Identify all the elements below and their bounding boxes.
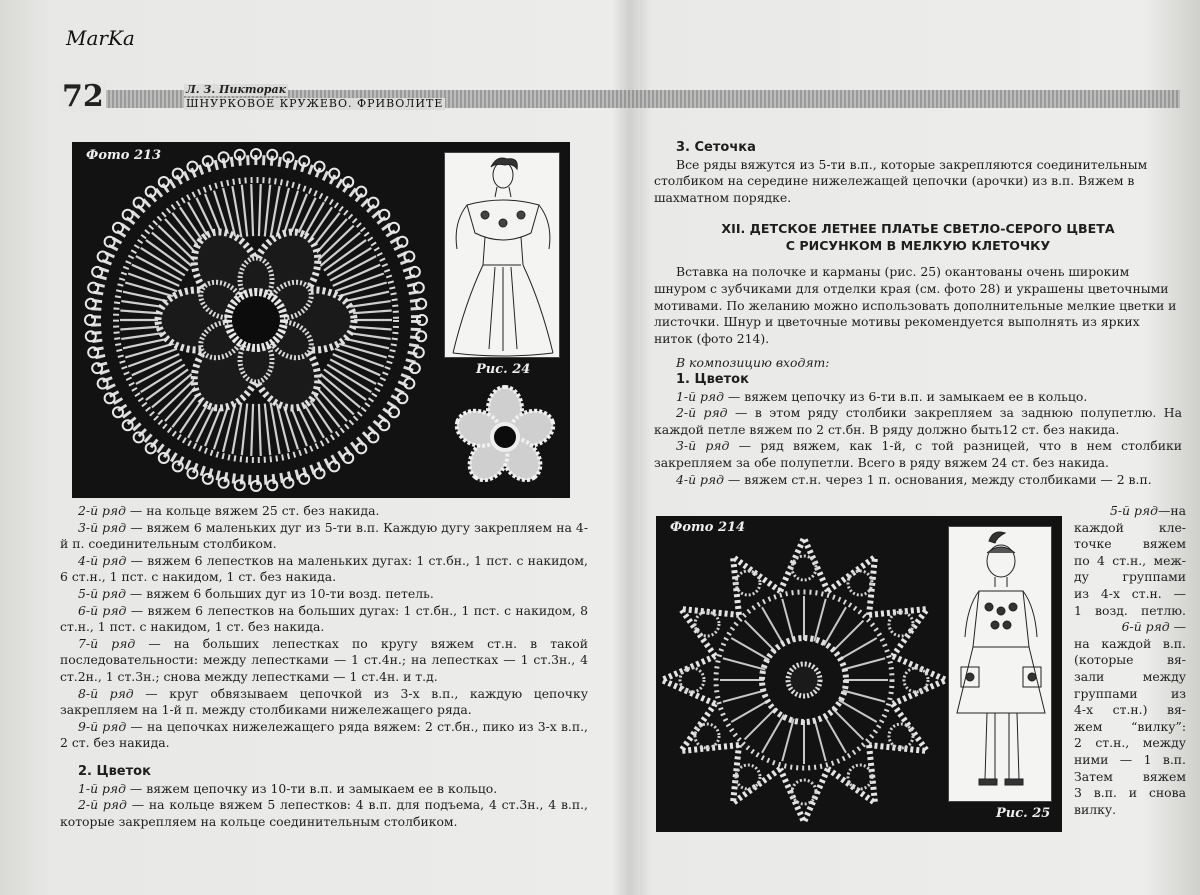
book-title: ШНУРКОВОЕ КРУЖЕВО. ФРИВОЛИТЕ bbox=[186, 97, 444, 110]
row-label: 1-й ряд bbox=[78, 780, 126, 796]
row-label: 2-й ряд bbox=[676, 405, 728, 421]
instruction-row bbox=[60, 553, 588, 586]
row-text: из 4-х ст.н. — bbox=[1074, 585, 1186, 601]
left-column-text bbox=[60, 503, 588, 830]
row-text: — bbox=[1169, 619, 1186, 635]
instruction-row bbox=[60, 797, 588, 830]
instruction-row bbox=[60, 603, 588, 636]
narrow-text-line bbox=[1074, 503, 1186, 520]
row-text: — вяжем цепочку из 6-ти в.п. и замыкаем ее в кольцо. bbox=[723, 388, 1088, 404]
instruction-row bbox=[60, 636, 588, 686]
chapter-title-line-1: XII. ДЕТСКОЕ ЛЕТНЕЕ ПЛАТЬЕ СВЕТЛО-СЕРОГО ЦВЕТА bbox=[721, 221, 1115, 237]
row-text: — вяжем 6 маленьких дуг из 5-ти в.п. Каждую дугу закрепляем на 4-й п. соединительным столбиком. bbox=[60, 519, 589, 552]
row-label: 6-й ряд bbox=[1121, 619, 1170, 635]
row-label: 5-й ряд bbox=[1109, 503, 1158, 518]
right-column-text bbox=[654, 140, 1182, 488]
instruction-row bbox=[60, 520, 588, 553]
narrow-text-line bbox=[1074, 752, 1186, 769]
row-text: — вяжем цепочку из 10-ти в.п. и замыкаем ее в кольцо. bbox=[125, 780, 498, 796]
narrow-text-line bbox=[1074, 702, 1186, 719]
instruction-row bbox=[654, 472, 1182, 489]
page-number: 72 bbox=[62, 79, 104, 114]
instruction-row bbox=[60, 686, 588, 719]
row-label: 5-й ряд bbox=[78, 585, 126, 601]
instruction-row bbox=[60, 503, 588, 520]
narrow-text-line bbox=[1074, 603, 1186, 620]
section-3-title: 3. Сеточка bbox=[676, 140, 756, 155]
instruction-row bbox=[654, 389, 1182, 406]
narrow-text-line bbox=[1074, 536, 1186, 553]
star-doily-image bbox=[656, 516, 952, 832]
row-text: — на кольце вяжем 25 ст. без накида. bbox=[125, 503, 380, 518]
instruction-row bbox=[60, 719, 588, 752]
row-label: 4-й ряд bbox=[676, 471, 724, 487]
section-2-row-list bbox=[60, 781, 588, 831]
narrow-text-line bbox=[1074, 586, 1186, 603]
row-label: 3-й ряд bbox=[78, 519, 127, 535]
chapter-intro: Вставка на полочке и карманы (рис. 25) окантованы очень широким шнуром с зубчиками для отделки края (см. фото 28) и украшены цветочными мотивами. По желанию можно использовать дополнительные мелкие цветки и листочки. Шнур и цветочные мотивы рекомендуется выполнять из ярких ниток (фото 214). bbox=[654, 264, 1177, 346]
row-text: точке вяжем bbox=[1074, 536, 1186, 552]
chapter-title-line-2: С РИСУНКОМ В МЕЛКУЮ КЛЕТОЧКУ bbox=[785, 238, 1051, 254]
row-text: — в этом ряду столбики закрепляем за заднюю полупетлю. На каждой петле вяжем по 2 ст.бн. В ряду должно быть12 ст. без накида. bbox=[654, 405, 1182, 437]
row-text: зали между bbox=[1074, 668, 1186, 684]
small-flower-motif-image bbox=[450, 384, 560, 490]
narrow-text-line bbox=[1074, 769, 1186, 786]
row-label: 7-й ряд bbox=[78, 635, 136, 651]
watermark-text: MarKa bbox=[66, 26, 135, 50]
narrow-text-line bbox=[1074, 802, 1186, 819]
narrow-text-line bbox=[1074, 686, 1186, 703]
narrow-text-line bbox=[1074, 785, 1186, 802]
narrow-text-column bbox=[1074, 503, 1186, 818]
row-text: — ряд вяжем, как 1-й, с той разницей, что в нем столбики закрепляем за обе полупетли. Всего в ряду вяжем 24 ст. без накида. bbox=[654, 438, 1183, 470]
narrow-text-line bbox=[1074, 735, 1186, 752]
round-doily-image bbox=[72, 142, 442, 498]
row-text: вилку. bbox=[1074, 801, 1117, 817]
instruction-row bbox=[60, 781, 588, 798]
row-label: 4-й ряд bbox=[78, 552, 127, 568]
row-text: — на больших лепестках по кругу вяжем ст.н. в такой последовательности: между лепестками — 1 ст.4н.; на лепестках — 1 ст.3н., 4 ст.2н., 1 ст.3н.; снова между лепестками — 1 ст.4н. и т.д. bbox=[60, 635, 589, 684]
figure-25-girl-dress-sketch bbox=[948, 526, 1052, 802]
narrow-text-line bbox=[1074, 652, 1186, 669]
page-gutter bbox=[612, 0, 652, 895]
row-label: 8-й ряд bbox=[78, 685, 134, 701]
row-label: 9-й ряд bbox=[78, 718, 127, 734]
row-text: 1 возд. петлю. bbox=[1074, 602, 1186, 618]
narrow-text-line bbox=[1074, 619, 1186, 636]
girl-dress-sketch-drawing bbox=[949, 527, 1053, 803]
row-text: по 4 ст.н., меж- bbox=[1074, 552, 1186, 568]
row-text: жем “вилку”: bbox=[1074, 718, 1186, 734]
instruction-row bbox=[654, 405, 1182, 438]
row-text: 3 в.п. и снова bbox=[1074, 785, 1186, 801]
row-label: 2-й ряд bbox=[78, 503, 126, 518]
row-text: — на цепочках нижележащего ряда вяжем: 2 ст.бн., пико из 3-х в.п., 2 ст. без накида. bbox=[60, 718, 588, 751]
row-label: 3-й ряд bbox=[676, 438, 730, 454]
narrow-text-line bbox=[1074, 669, 1186, 686]
narrow-text-line bbox=[1074, 719, 1186, 736]
row-label: 2-й ряд bbox=[78, 797, 127, 813]
row-text: — круг обвязываем цепочкой из 3-х в.п., каждую цепочку закрепляем на 1-й п. между столбиками нижележащего ряда. bbox=[60, 685, 588, 718]
composition-heading: В композицию входят: bbox=[676, 355, 830, 371]
flower-row-list bbox=[654, 389, 1182, 489]
row-text: — на кольце вяжем 5 лепестков: 4 в.п. для подъема, 4 ст.3н., 4 в.п., которые закрепляем на кольце соединительным столбиком. bbox=[60, 797, 588, 829]
narrow-text-line bbox=[1074, 636, 1186, 653]
row-text: группами из bbox=[1074, 685, 1186, 701]
row-text: на каждой в.п. bbox=[1074, 635, 1186, 651]
narrow-text-line bbox=[1074, 553, 1186, 570]
row-text: 2 ст.н., между bbox=[1074, 735, 1186, 751]
row-label: 6-й ряд bbox=[78, 602, 127, 618]
row-text: —на bbox=[1157, 503, 1186, 518]
row-label: 1-й ряд bbox=[676, 388, 724, 404]
photo-213-panel bbox=[72, 142, 570, 498]
figure-24-caption: Рис. 24 bbox=[476, 362, 531, 377]
photo-214-label: Фото 214 bbox=[670, 520, 746, 535]
row-text: (которые вя- bbox=[1074, 652, 1186, 668]
section-2-title: 2. Цветок bbox=[78, 763, 151, 779]
left-row-list bbox=[60, 503, 588, 752]
row-text: — вяжем 6 лепестков на маленьких дугах: 1 ст.бн., 1 пст. с накидом, 6 ст.н., 1 пст. с накидом, 1 ст. без накида. bbox=[60, 552, 588, 585]
flower-section-title: 1. Цветок bbox=[676, 371, 749, 387]
figure-24-dress-sketch bbox=[444, 152, 560, 358]
photo-214-panel bbox=[656, 516, 1062, 832]
row-text: — вяжем 6 больших дуг из 10-ти возд. петель. bbox=[125, 585, 434, 601]
author-name: Л. З. Пикторак bbox=[186, 83, 287, 96]
dress-sketch-drawing bbox=[445, 153, 561, 359]
instruction-row bbox=[654, 438, 1182, 471]
row-text: ду группами bbox=[1074, 569, 1186, 585]
figure-25-caption: Рис. 25 bbox=[996, 806, 1051, 821]
row-text: 4-х ст.н.) вя- bbox=[1074, 702, 1186, 718]
instruction-row bbox=[60, 586, 588, 603]
narrow-text-line bbox=[1074, 520, 1186, 537]
row-text: — вяжем ст.н. через 1 п. основания, между столбиками — 2 в.п. bbox=[723, 471, 1152, 487]
row-text: Затем вяжем bbox=[1074, 768, 1186, 784]
narrow-text-line bbox=[1074, 569, 1186, 586]
row-text: — вяжем 6 лепестков на больших дугах: 1 ст.бн., 1 пст. с накидом, 8 ст.н., 1 пст. с накидом, 1 ст. без накида. bbox=[60, 602, 588, 635]
photo-213-label: Фото 213 bbox=[86, 148, 162, 163]
section-3-text: Все ряды вяжутся из 5-ти в.п., которые закрепляются соединительным столбиком на середине нижележащей цепочки (арочки) из в.п. Вяжем в шахматном порядке. bbox=[654, 156, 1148, 205]
row-text: ними — 1 в.п. bbox=[1074, 751, 1186, 767]
row-text: каждой кле- bbox=[1074, 519, 1186, 535]
